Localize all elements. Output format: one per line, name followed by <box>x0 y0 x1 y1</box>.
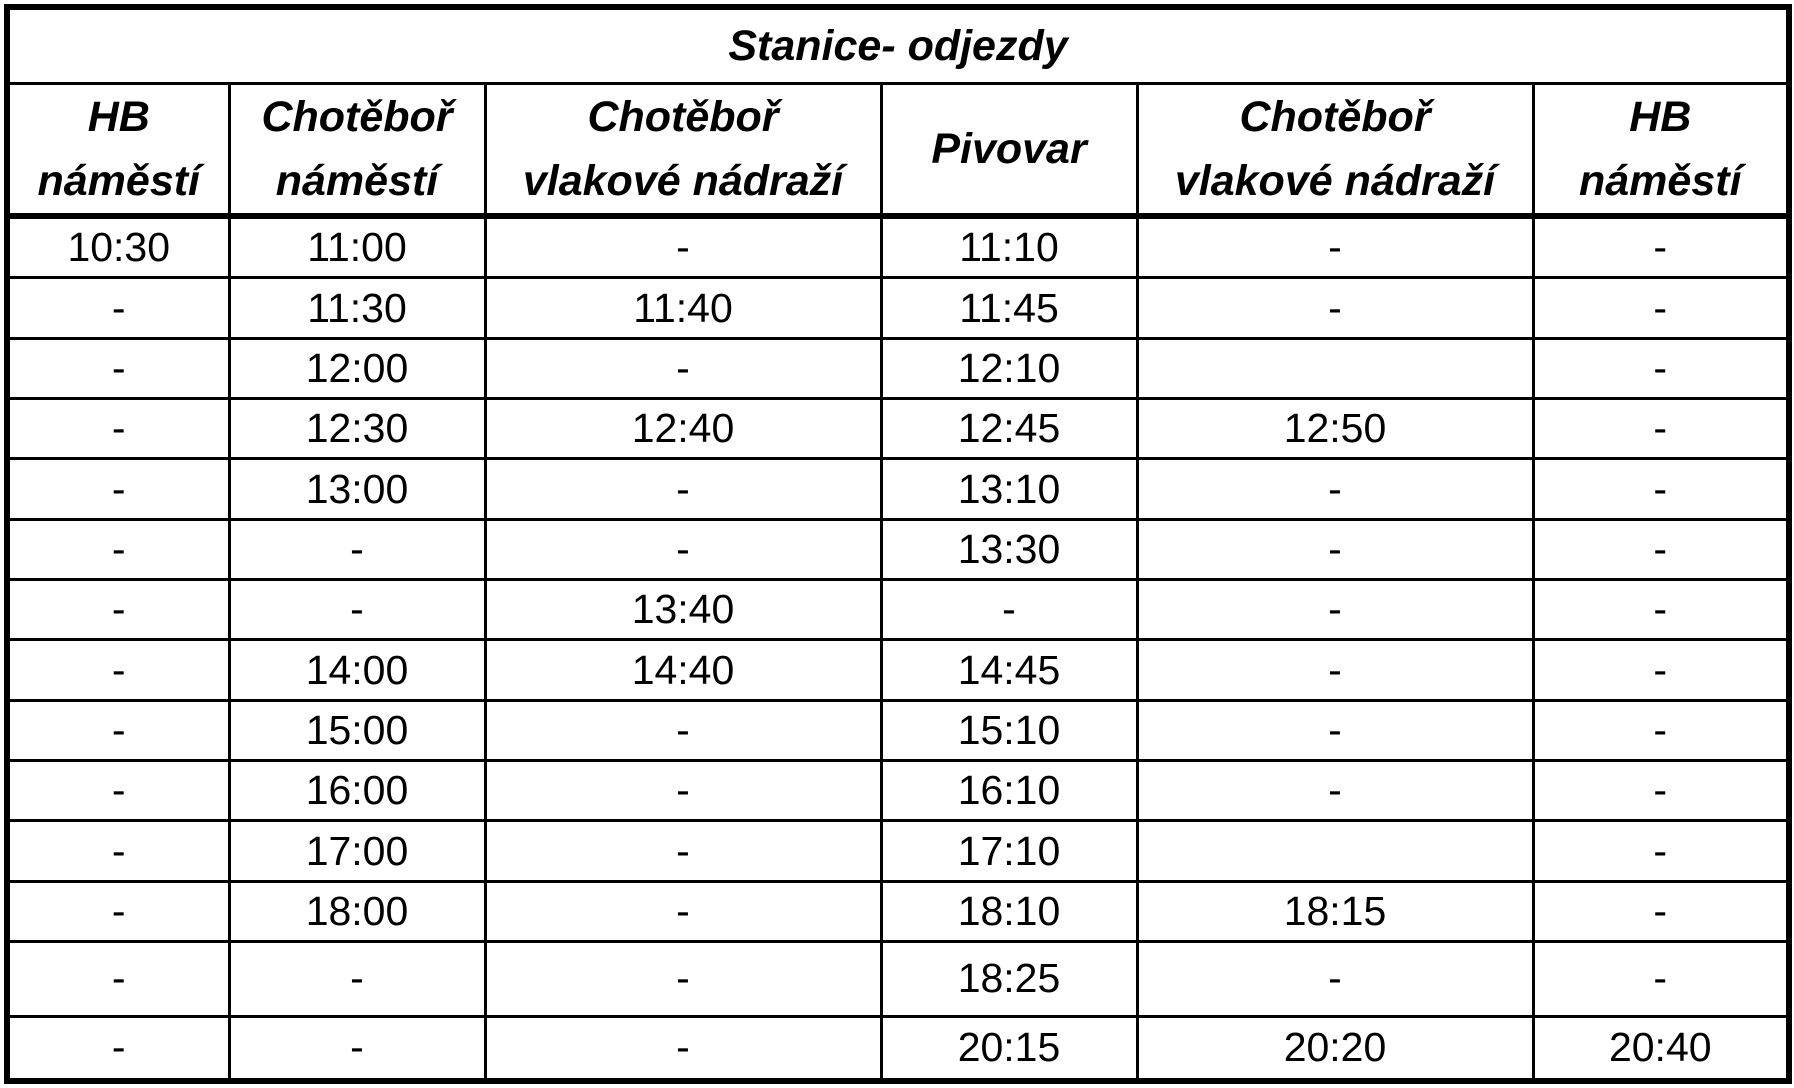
table-cell: - <box>485 942 881 1016</box>
header-row <box>7 84 1789 217</box>
column-header <box>1137 84 1533 217</box>
table-cell: 12:10 <box>881 338 1137 398</box>
table-cell: 13:40 <box>485 580 881 640</box>
table-cell: - <box>7 338 229 398</box>
table-cell: - <box>229 519 485 579</box>
table-cell: - <box>7 942 229 1016</box>
column-header-line: náměstí <box>275 157 439 205</box>
table-cell: - <box>1137 700 1533 760</box>
table-cell: - <box>7 580 229 640</box>
table-cell: - <box>1533 942 1789 1016</box>
table-row <box>7 580 1789 640</box>
table-cell: - <box>7 700 229 760</box>
table-cell: - <box>1533 821 1789 881</box>
table-cell: 12:40 <box>485 399 881 459</box>
table-cell: 12:50 <box>1137 399 1533 459</box>
table-cell: 18:00 <box>229 881 485 941</box>
table-cell: 10:30 <box>7 216 229 278</box>
table-row <box>7 640 1789 700</box>
table-cell: - <box>1137 761 1533 821</box>
table-cell: - <box>485 881 881 941</box>
column-header <box>7 84 229 217</box>
column-header-line: vlakové nádraží <box>522 157 844 205</box>
table-cell: - <box>1533 278 1789 338</box>
table-row <box>7 216 1789 278</box>
table-cell: 17:00 <box>229 821 485 881</box>
table-cell: - <box>485 459 881 519</box>
table-row <box>7 459 1789 519</box>
table-cell: 18:25 <box>881 942 1137 1016</box>
table-row <box>7 881 1789 941</box>
table-cell: 11:30 <box>229 278 485 338</box>
table-cell: 14:45 <box>881 640 1137 700</box>
departures-timetable <box>4 4 1792 1084</box>
table-cell: 14:00 <box>229 640 485 700</box>
table-cell: - <box>485 216 881 278</box>
table-cell: - <box>485 1016 881 1081</box>
table-cell: - <box>485 821 881 881</box>
table-cell: 12:30 <box>229 399 485 459</box>
table-row <box>7 761 1789 821</box>
table-cell: - <box>7 881 229 941</box>
table-cell: 12:00 <box>229 338 485 398</box>
table-cell: 20:20 <box>1137 1016 1533 1081</box>
table-cell: - <box>7 278 229 338</box>
table-cell: - <box>1533 761 1789 821</box>
table-cell: 16:00 <box>229 761 485 821</box>
column-header-line: Chotěboř <box>1239 93 1431 141</box>
table-cell: - <box>7 640 229 700</box>
table-cell: - <box>1137 942 1533 1016</box>
table-cell: - <box>485 519 881 579</box>
table-cell: - <box>7 399 229 459</box>
table-cell: - <box>229 580 485 640</box>
table-cell: 18:10 <box>881 881 1137 941</box>
table-cell: - <box>7 519 229 579</box>
table-cell: - <box>881 580 1137 640</box>
column-header-line: HB <box>87 93 150 141</box>
table-cell: 13:30 <box>881 519 1137 579</box>
table-body <box>7 216 1789 1081</box>
table-cell: 20:40 <box>1533 1016 1789 1081</box>
table-row <box>7 700 1789 760</box>
table-row <box>7 1016 1789 1081</box>
column-header-line: Chotěboř <box>261 93 453 141</box>
column-header <box>881 84 1137 217</box>
column-header <box>229 84 485 217</box>
table-cell: - <box>1533 580 1789 640</box>
table-row <box>7 338 1789 398</box>
table-cell: - <box>1533 338 1789 398</box>
table-cell: 13:00 <box>229 459 485 519</box>
table-cell: - <box>7 459 229 519</box>
table-cell: - <box>1137 459 1533 519</box>
table-cell: - <box>1533 519 1789 579</box>
table-cell <box>1137 821 1533 881</box>
column-header-line: Chotěboř <box>587 93 779 141</box>
table-cell: - <box>1533 216 1789 278</box>
table-cell: - <box>1533 459 1789 519</box>
table-cell: 14:40 <box>485 640 881 700</box>
table-cell: 15:10 <box>881 700 1137 760</box>
table-cell: - <box>1533 700 1789 760</box>
table-cell: 12:45 <box>881 399 1137 459</box>
table-cell: 17:10 <box>881 821 1137 881</box>
table-cell: - <box>7 1016 229 1081</box>
table-cell: - <box>1137 640 1533 700</box>
table-row <box>7 942 1789 1016</box>
table-cell: - <box>1137 216 1533 278</box>
table-cell: 11:45 <box>881 278 1137 338</box>
column-header-line: náměstí <box>37 157 200 205</box>
table-cell: 15:00 <box>229 700 485 760</box>
table-cell: - <box>1533 640 1789 700</box>
table-cell: 11:40 <box>485 278 881 338</box>
table-cell: 20:15 <box>881 1016 1137 1081</box>
table-cell: 18:15 <box>1137 881 1533 941</box>
table-cell: - <box>1137 278 1533 338</box>
table-cell: - <box>229 1016 485 1081</box>
column-header <box>485 84 881 217</box>
table-row <box>7 519 1789 579</box>
table-cell: - <box>485 700 881 760</box>
column-header <box>1533 84 1789 217</box>
column-header-line: Pivovar <box>931 125 1087 173</box>
title-row <box>7 7 1789 84</box>
table-cell: 11:00 <box>229 216 485 278</box>
table-cell <box>1137 338 1533 398</box>
column-header-line: vlakové nádraží <box>1174 157 1496 205</box>
table-cell: - <box>7 761 229 821</box>
table-cell: - <box>1533 399 1789 459</box>
table-cell: 16:10 <box>881 761 1137 821</box>
table-cell: - <box>229 942 485 1016</box>
table-cell: - <box>485 761 881 821</box>
table-cell: - <box>7 821 229 881</box>
column-header-line: náměstí <box>1579 157 1742 205</box>
table-row <box>7 399 1789 459</box>
table-cell: - <box>1533 881 1789 941</box>
table-cell: - <box>485 338 881 398</box>
table-cell: 11:10 <box>881 216 1137 278</box>
table-cell: - <box>1137 519 1533 579</box>
table-row <box>7 278 1789 338</box>
table-cell: 13:10 <box>881 459 1137 519</box>
column-header-line: HB <box>1629 93 1692 141</box>
table-row <box>7 821 1789 881</box>
table-cell: - <box>1137 580 1533 640</box>
table-title: Stanice- odjezdy <box>7 7 1789 84</box>
